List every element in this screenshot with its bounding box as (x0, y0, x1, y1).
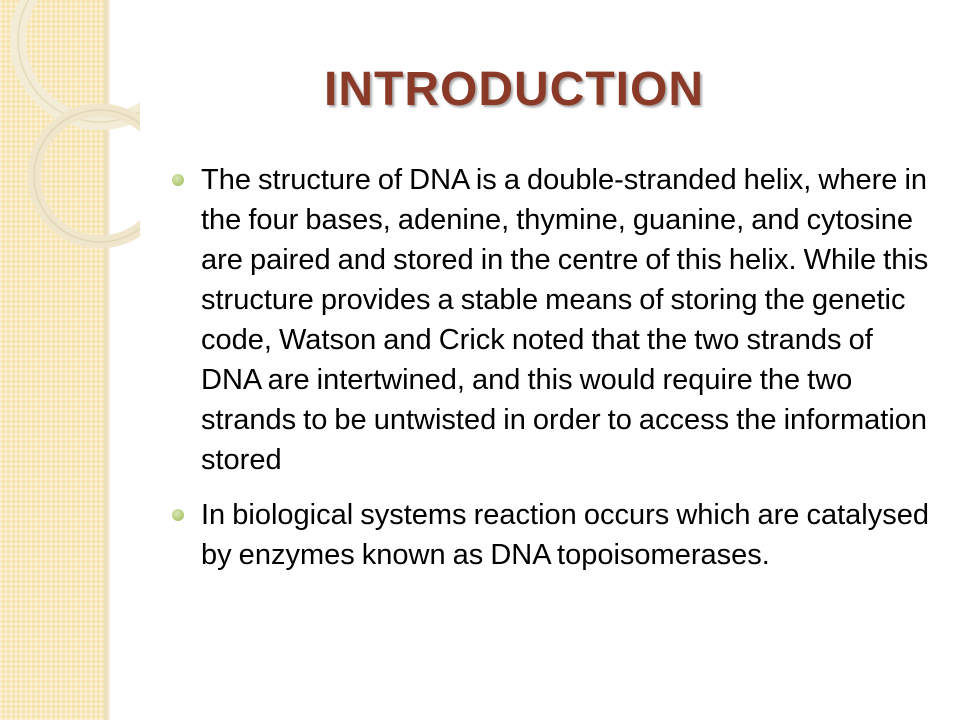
bullet-icon (172, 174, 184, 186)
bullet-text: The structure of DNA is a double-stranded helix, where in the four bases, adenine, thymine, guanine, and cytosine are paired and stored in the centre of this helix. While this structure provides a stable means of storing the genetic code, Watson and Crick noted that the two strands of DNA are intertwined, and this would require the two strands to be untwisted in order to access the information stored (201, 164, 929, 476)
decorative-rings-icon (0, 0, 140, 260)
list-item (172, 160, 932, 480)
bullet-list (172, 160, 932, 590)
bullet-text: In biological systems reaction occurs which are catalysed by enzymes known as DNA topoisomerases. (201, 499, 929, 571)
slide-title: INTRODUCTION (324, 63, 704, 116)
bullet-icon (172, 509, 184, 521)
list-item (172, 495, 932, 575)
